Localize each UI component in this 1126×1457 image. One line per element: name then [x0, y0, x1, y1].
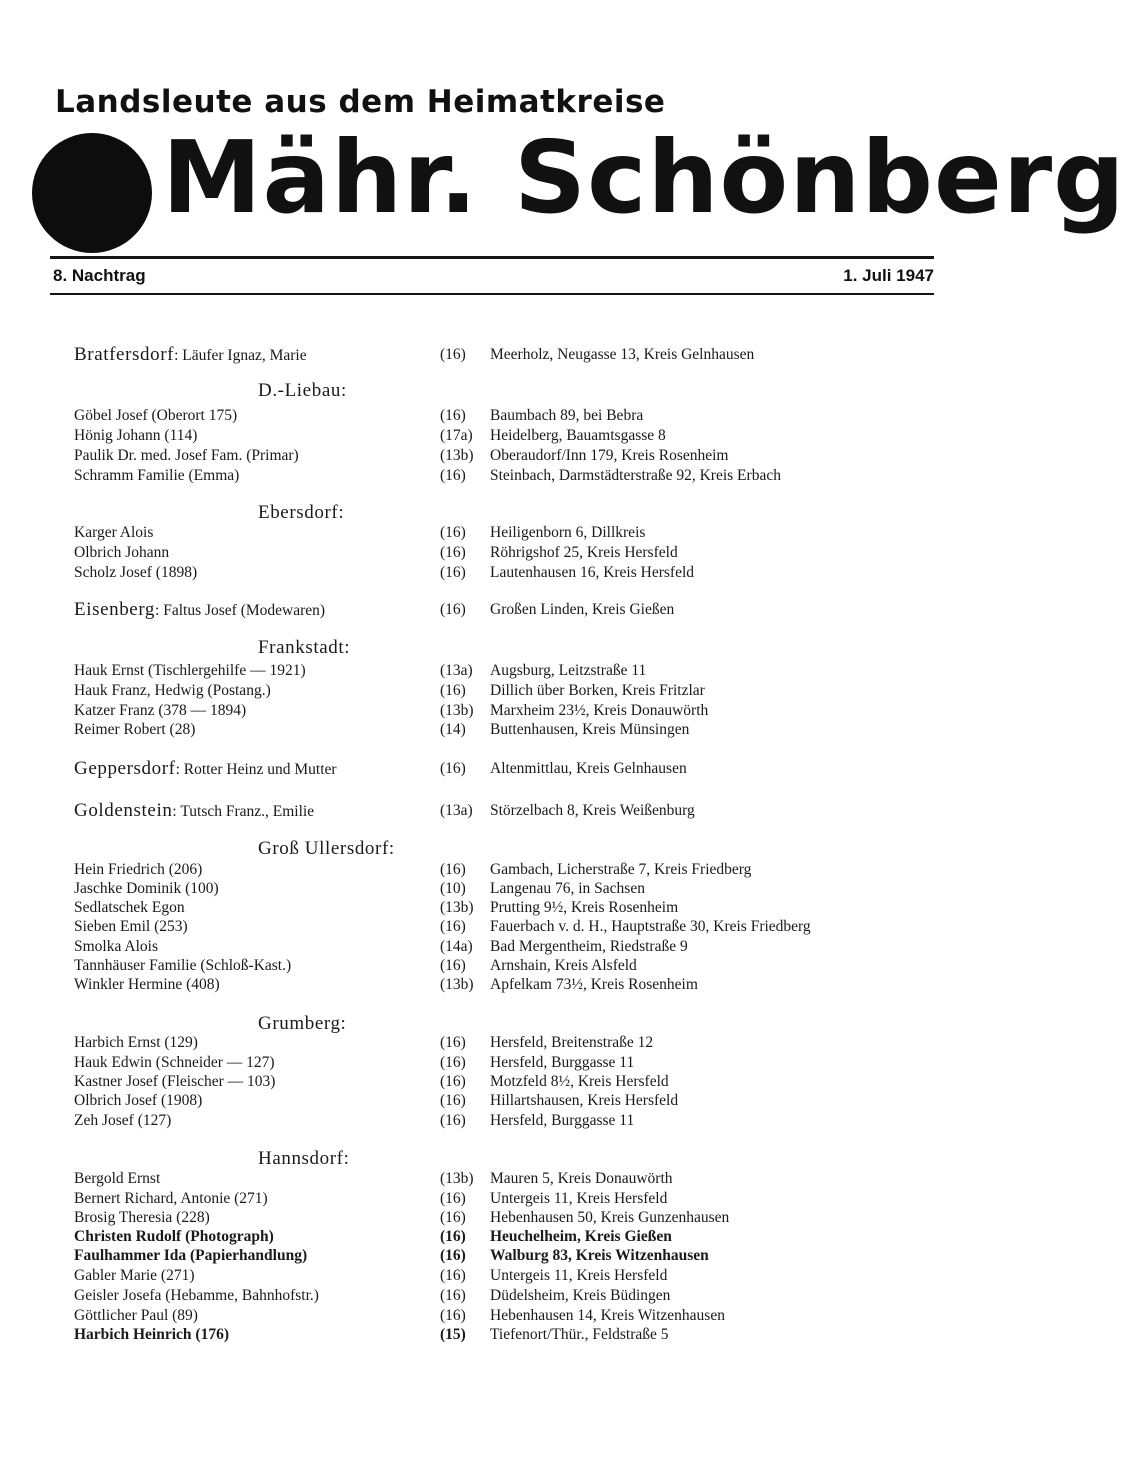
postal-zone: (16) [440, 682, 466, 699]
person-name: Christen Rudolf (Photograph) [74, 1228, 274, 1245]
address: Tiefenort/Thür., Feldstraße 5 [490, 1326, 669, 1343]
postal-zone: (16) [440, 601, 466, 618]
person-name: Göttlicher Paul (89) [74, 1307, 198, 1324]
address: Hersfeld, Burggasse 11 [490, 1112, 635, 1129]
person-name: Hein Friedrich (206) [74, 861, 203, 878]
address: Röhrigshof 25, Kreis Hersfeld [490, 544, 678, 561]
header-divider [50, 256, 934, 259]
person-name: Göbel Josef (Oberort 175) [74, 407, 238, 424]
address: Prutting 9½, Kreis Rosenheim [490, 899, 679, 916]
person-name: Sedlatschek Egon [74, 899, 185, 916]
address: Störzelbach 8, Kreis Weißenburg [490, 802, 695, 819]
person-name: Hauk Franz, Hedwig (Postang.) [74, 682, 271, 699]
person-name: Harbich Heinrich (176) [74, 1326, 229, 1343]
list-item [0, 720, 1000, 740]
section-heading-text: Grumberg: [258, 1013, 347, 1034]
person-name: Hönig Johann (114) [74, 427, 198, 444]
address: Dillich über Borken, Kreis Fritzlar [490, 682, 705, 699]
postal-zone: (16) [440, 544, 466, 561]
separator: : [175, 761, 180, 778]
person-name: Olbrich Johann [74, 544, 170, 561]
address: Steinbach, Darmstädterstraße 92, Kreis Erbach [490, 467, 781, 484]
issue-label: 8. Nachtrag [53, 266, 146, 285]
list-item [0, 523, 1000, 543]
postal-zone: (16) [440, 407, 466, 424]
header-line1: Landsleute aus dem Heimatkreise [55, 84, 666, 120]
address: Hebenhausen 14, Kreis Witzenhausen [490, 1307, 725, 1324]
list-item [0, 543, 1000, 563]
address: Walburg 83, Kreis Witzenhausen [490, 1247, 709, 1264]
person-name: Jaschke Dominik (100) [74, 880, 219, 897]
list-item [0, 1286, 1000, 1306]
postal-zone: (14a) [440, 938, 473, 955]
list-item [0, 879, 1000, 899]
section-heading-text: D.-Liebau: [258, 380, 347, 401]
postal-zone: (16) [440, 1054, 466, 1071]
list-item [0, 406, 1000, 426]
person-name: Sieben Emil (253) [74, 918, 188, 935]
person-name: Brosig Theresia (228) [74, 1209, 210, 1226]
postal-zone: (16) [440, 1307, 466, 1324]
address: Hebenhausen 50, Kreis Gunzenhausen [490, 1209, 730, 1226]
list-item [0, 661, 1000, 681]
person-name: Hauk Edwin (Schneider — 127) [74, 1054, 275, 1071]
bullet-dot-icon [32, 133, 152, 253]
address: Hersfeld, Breitenstraße 12 [490, 1034, 654, 1051]
list-item [0, 1325, 1000, 1345]
header-divider-bottom [50, 293, 934, 295]
person-name: Tutsch Franz., Emilie [180, 803, 315, 820]
address: Heidelberg, Bauamtsgasse 8 [490, 427, 666, 444]
postal-zone: (13b) [440, 899, 474, 916]
postal-zone: (16) [440, 1092, 466, 1109]
person-name: Karger Alois [74, 524, 154, 541]
postal-zone: (16) [440, 1287, 466, 1304]
address: Großen Linden, Kreis Gießen [490, 601, 675, 618]
address: Meerholz, Neugasse 13, Kreis Gelnhausen [490, 346, 755, 363]
address: Heiligenborn 6, Dillkreis [490, 524, 646, 541]
address: Heuchelheim, Kreis Gießen [490, 1228, 672, 1245]
postal-zone: (15) [440, 1326, 466, 1343]
list-item [0, 1208, 1000, 1228]
postal-zone: (17a) [440, 427, 473, 444]
list-item [0, 1306, 1000, 1326]
postal-zone: (13a) [440, 662, 473, 679]
list-item [0, 1091, 1000, 1111]
postal-zone: (16) [440, 1228, 466, 1245]
postal-zone: (16) [440, 1247, 466, 1264]
place-name: Goldenstein [74, 800, 173, 821]
separator: : [155, 602, 160, 619]
person-name: Reimer Robert (28) [74, 721, 196, 738]
inline-entry [0, 600, 1000, 620]
postal-zone: (16) [440, 918, 466, 935]
person-name: Bergold Ernst [74, 1170, 161, 1187]
list-item [0, 701, 1000, 721]
place-name: Geppersdorf [74, 758, 176, 779]
list-item [0, 860, 1000, 880]
separator: : [172, 803, 177, 820]
address: Apfelkam 73½, Kreis Rosenheim [490, 976, 698, 993]
address: Oberaudorf/Inn 179, Kreis Rosenheim [490, 447, 729, 464]
address: Fauerbach v. d. H., Hauptstraße 30, Kreis Friedberg [490, 918, 811, 935]
list-item [0, 446, 1000, 466]
address: Lautenhausen 16, Kreis Hersfeld [490, 564, 695, 581]
address: Langenau 76, in Sachsen [490, 880, 645, 897]
postal-zone: (16) [440, 861, 466, 878]
list-item [0, 917, 1000, 937]
separator: : [174, 347, 179, 364]
person-name: Tannhäuser Familie (Schloß-Kast.) [74, 957, 292, 974]
address: Baumbach 89, bei Bebra [490, 407, 644, 424]
list-item [0, 466, 1000, 486]
list-item [0, 1227, 1000, 1247]
person-name: Rotter Heinz und Mutter [183, 761, 337, 778]
list-item [0, 1189, 1000, 1209]
postal-zone: (16) [440, 1073, 466, 1090]
person-name: Scholz Josef (1898) [74, 564, 198, 581]
inline-entry [0, 345, 1000, 365]
person-name: Faltus Josef (Modewaren) [163, 602, 326, 619]
address: Mauren 5, Kreis Donauwörth [490, 1170, 673, 1187]
section-heading [0, 501, 1000, 525]
postal-zone: (16) [440, 524, 466, 541]
address: Altenmittlau, Kreis Gelnhausen [490, 760, 687, 777]
address: Marxheim 23½, Kreis Donauwörth [490, 702, 709, 719]
person-name: Kastner Josef (Fleischer — 103) [74, 1073, 276, 1090]
person-name: Smolka Alois [74, 938, 158, 955]
person-name: Bernert Richard, Antonie (271) [74, 1190, 268, 1207]
person-name: Katzer Franz (378 — 1894) [74, 702, 247, 719]
postal-zone: (16) [440, 346, 466, 363]
person-name: Harbich Ernst (129) [74, 1034, 198, 1051]
list-item [0, 1053, 1000, 1073]
postal-zone: (13b) [440, 1170, 474, 1187]
person-name: Zeh Josef (127) [74, 1112, 172, 1129]
postal-zone: (16) [440, 760, 466, 777]
postal-zone: (16) [440, 564, 466, 581]
person-name: Schramm Familie (Emma) [74, 467, 240, 484]
postal-zone: (14) [440, 721, 466, 738]
issue-date: 1. Juli 1947 [843, 266, 934, 285]
postal-zone: (13b) [440, 976, 474, 993]
address: Düdelsheim, Kreis Büdingen [490, 1287, 671, 1304]
page-title: Mähr. Schönberg [162, 119, 1126, 236]
person-name: Paulik Dr. med. Josef Fam. (Primar) [74, 447, 299, 464]
address: Untergeis 11, Kreis Hersfeld [490, 1267, 668, 1284]
address: Motzfeld 8½, Kreis Hersfeld [490, 1073, 669, 1090]
postal-zone: (13b) [440, 447, 474, 464]
person-name: Hauk Ernst (Tischlergehilfe — 1921) [74, 662, 306, 679]
list-item [0, 563, 1000, 583]
list-item [0, 426, 1000, 446]
list-item [0, 1072, 1000, 1092]
person-name: Gabler Marie (271) [74, 1267, 195, 1284]
list-item [0, 898, 1000, 918]
list-item [0, 937, 1000, 957]
postal-zone: (16) [440, 1112, 466, 1129]
section-heading [0, 379, 1000, 403]
person-name: Faulhammer Ida (Papierhandlung) [74, 1247, 308, 1264]
postal-zone: (16) [440, 1209, 466, 1226]
address: Untergeis 11, Kreis Hersfeld [490, 1190, 668, 1207]
section-heading [0, 636, 1000, 660]
person-name: Winkler Hermine (408) [74, 976, 220, 993]
person-name: Geisler Josefa (Hebamme, Bahnhofstr.) [74, 1287, 319, 1304]
list-item [0, 1111, 1000, 1131]
postal-zone: (16) [440, 1190, 466, 1207]
postal-zone: (13b) [440, 702, 474, 719]
person-name: Läufer Ignaz, Marie [182, 347, 307, 364]
list-item [0, 1266, 1000, 1286]
postal-zone: (16) [440, 1267, 466, 1284]
section-heading-text: Hannsdorf: [258, 1148, 350, 1169]
list-item [0, 681, 1000, 701]
postal-zone: (16) [440, 1034, 466, 1051]
list-item [0, 1033, 1000, 1053]
inline-entry [0, 801, 1000, 821]
section-heading-text: Groß Ullersdorf: [258, 838, 395, 859]
address: Arnshain, Kreis Alsfeld [490, 957, 637, 974]
list-item [0, 956, 1000, 976]
address: Hersfeld, Burggasse 11 [490, 1054, 635, 1071]
postal-zone: (16) [440, 467, 466, 484]
section-heading-text: Ebersdorf: [258, 502, 345, 523]
address: Gambach, Licherstraße 7, Kreis Friedberg [490, 861, 752, 878]
address: Bad Mergentheim, Riedstraße 9 [490, 938, 688, 955]
section-heading [0, 837, 1000, 861]
address: Hillartshausen, Kreis Hersfeld [490, 1092, 679, 1109]
section-heading [0, 1147, 1000, 1171]
postal-zone: (16) [440, 957, 466, 974]
list-item [0, 1246, 1000, 1266]
postal-zone: (10) [440, 880, 466, 897]
postal-zone: (13a) [440, 802, 473, 819]
place-name: Eisenberg [74, 599, 156, 620]
list-item [0, 975, 1000, 995]
section-heading-text: Frankstadt: [258, 637, 351, 658]
place-name: Bratfersdorf [74, 344, 175, 365]
address: Buttenhausen, Kreis Münsingen [490, 721, 690, 738]
address: Augsburg, Leitzstraße 11 [490, 662, 647, 679]
person-name: Olbrich Josef (1908) [74, 1092, 203, 1109]
list-item [0, 1169, 1000, 1189]
inline-entry [0, 759, 1000, 779]
